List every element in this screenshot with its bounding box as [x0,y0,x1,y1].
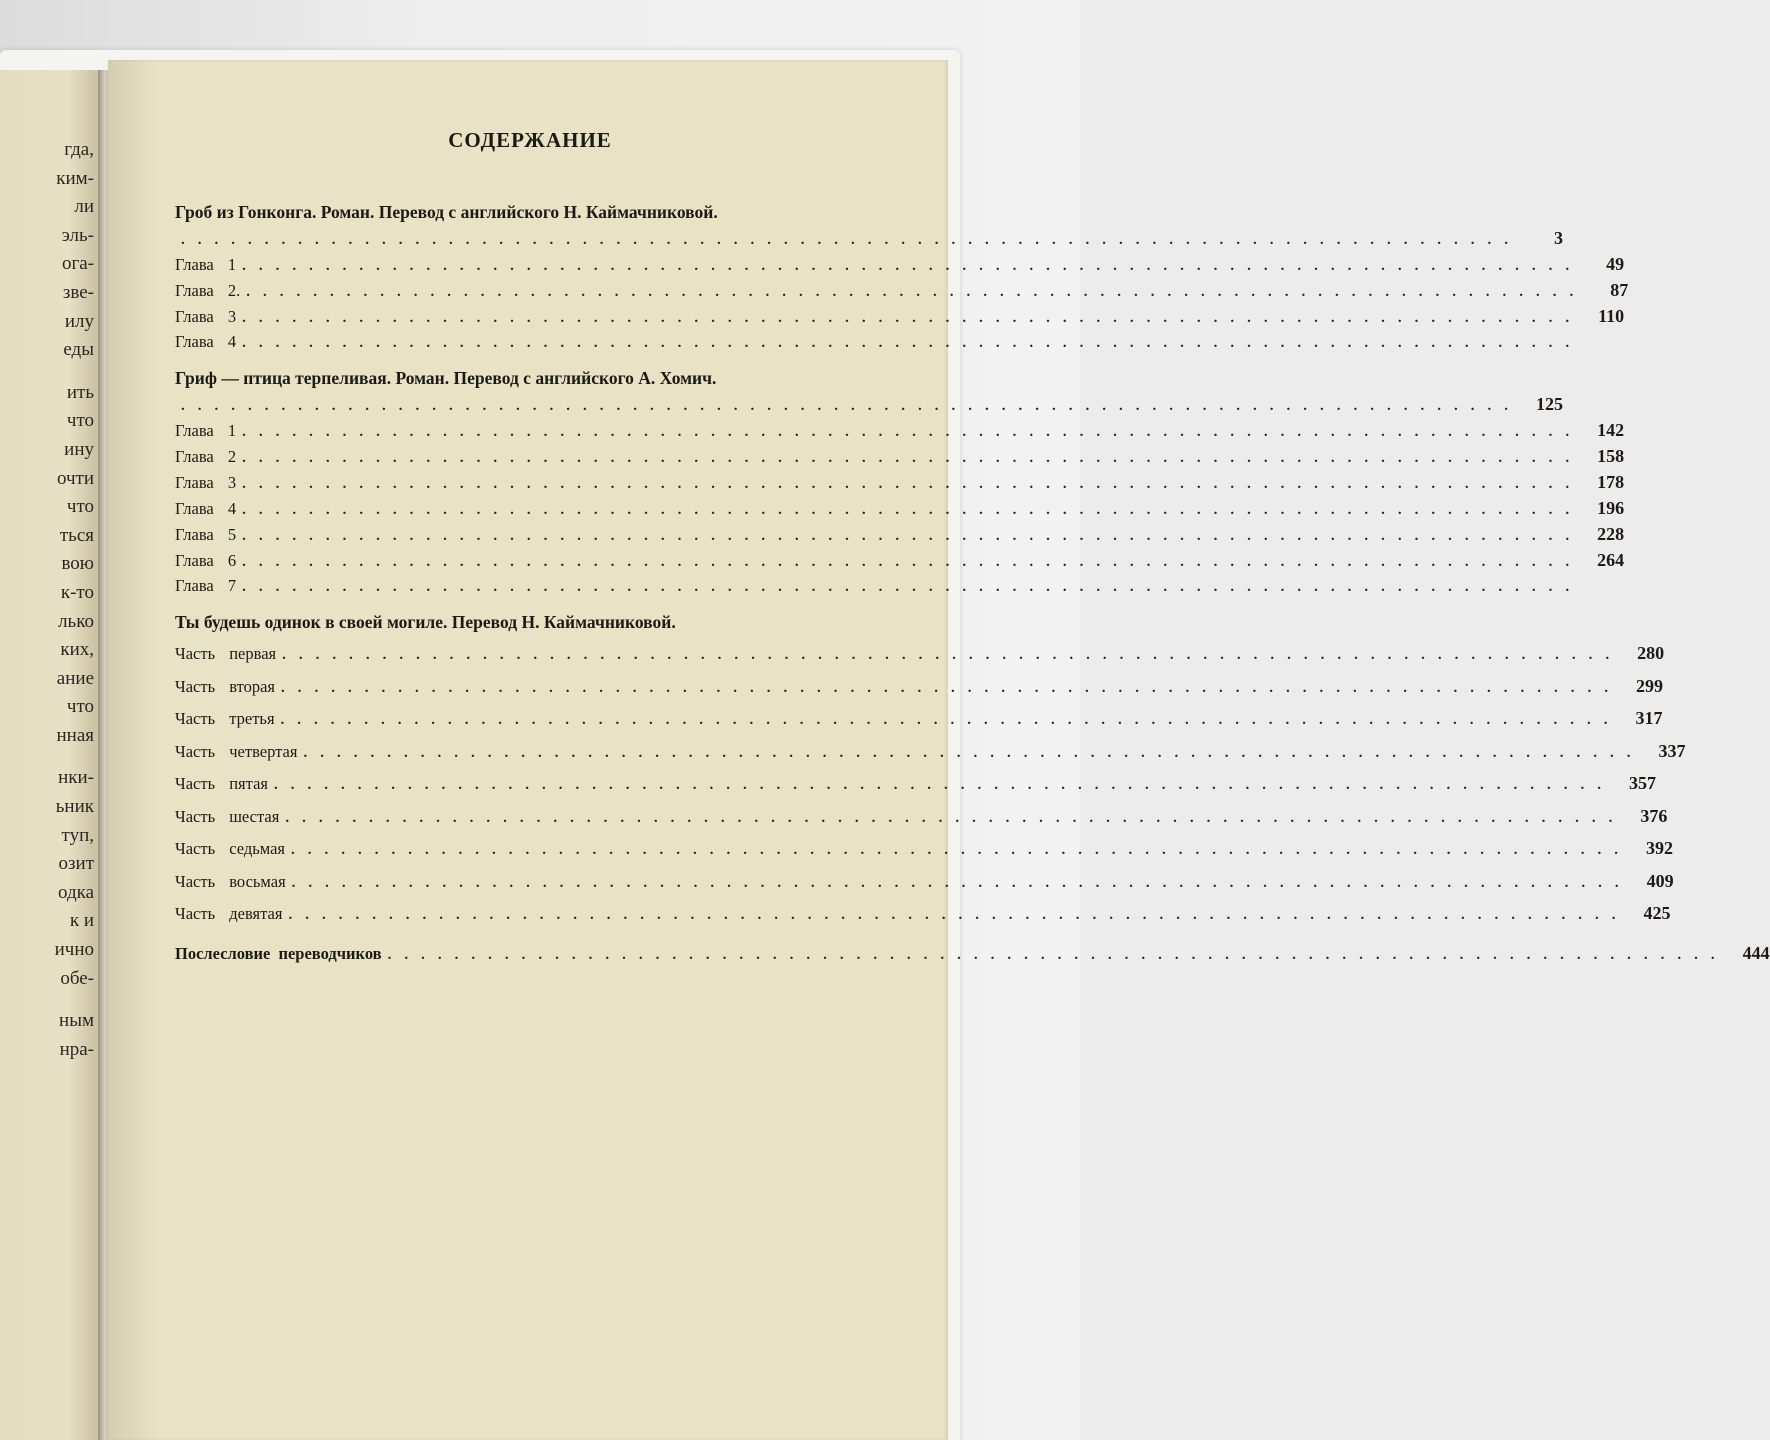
leader-dots: ................................................................................ [303,744,1644,761]
table-of-contents [175,128,1770,976]
page-number: 196 [1597,498,1625,518]
toc-entry [175,637,1665,670]
left-page-line: лько [58,610,94,632]
left-page-line: зве- [62,281,94,303]
toc-section-1 [175,199,1629,355]
left-page-line: ких, [60,639,94,661]
entry-label: Часть восьмая [175,871,286,891]
page-number: 228 [1597,524,1625,544]
left-page-line: ким- [56,167,94,189]
left-page-line: к и [69,910,94,932]
leader-dots: ................................................................................ [242,476,1583,492]
entry-label: Часть вторая [175,676,276,696]
entry-label: Глава 6 [175,551,237,570]
left-page-line [0,993,96,1007]
page-number: 264 [1597,550,1625,570]
leader-dots: ................................................................................ [242,502,1583,518]
toc-afterword [175,940,1770,966]
toc-entry [175,832,1674,865]
left-page-line: ога- [61,253,94,275]
toc-entry [175,547,1625,573]
page-number: 409 [1646,870,1674,891]
left-page-line: очти [56,467,94,489]
toc-entry [175,940,1770,966]
left-page-line: что [66,696,94,718]
left-page-line: туп, [61,824,94,846]
page-number: 142 [1597,420,1625,440]
section-title: Гроб из Гонконга. Роман. Перевод с английского Н. Каймачниковой. [175,202,718,222]
page-number: 317 [1635,708,1663,728]
leader-dots: ................................................................................ [242,258,1583,274]
toc-section-3 [175,609,1686,930]
entry-label: Глава 4 [175,332,237,351]
page-number: 280 [1637,643,1665,663]
entry-label: Часть седьмая [175,839,286,858]
leader-dots: ................................................................................ [242,424,1583,440]
left-page-line: одка [58,881,94,903]
left-page-line: ным [59,1010,94,1032]
page-number: 376 [1640,805,1668,826]
page-number: 392 [1646,838,1674,858]
left-page-line: к-то [60,581,94,603]
entry-label: Глава 3 [175,473,237,492]
entry-label: Глава 4 [175,499,237,518]
section-title: Гриф — птица терпеливая. Роман. Перевод с английского А. Хомич. [175,368,717,388]
left-page-line: ить [66,381,94,403]
toc-entry [175,767,1656,800]
toc-entry [175,417,1625,443]
left-page-line: ться [59,524,94,546]
entry-label: Послесловие переводчиков [175,943,382,963]
left-page-line: нная [56,724,94,746]
left-page-line: ично [54,939,94,961]
toc-entry [175,303,1625,329]
leader-dots: ................................................................................ [242,579,1583,595]
toc-entry [175,469,1625,495]
page-number: 87 [1610,280,1629,300]
toc-entry [175,800,1668,833]
left-page-text [0,136,96,1064]
entry-label: Глава 1 [175,421,237,440]
entry-label: Часть четвертая [175,741,298,761]
toc-entry [175,329,1583,355]
entry-label: Глава 5 [175,525,237,544]
left-page-line: илу [64,310,94,332]
left-page [0,70,98,1440]
page-number: 337 [1658,740,1686,761]
page-number: 444 [1742,942,1770,963]
toc-entry: ................................................................................ 125 [175,391,855,417]
toc-section-2 [175,365,1625,599]
left-page-line: нра- [59,1038,94,1060]
toc-entry [175,735,1686,768]
page-number: 3 [1554,228,1563,248]
toc-entry [175,702,1663,735]
toc-entry [175,670,1664,703]
leader-dots: ................................................................................ [281,679,1622,696]
left-page-line: что [66,410,94,432]
leader-dots: ................................................................................ [387,946,1728,963]
leader-dots: ................................................................................ [273,777,1614,793]
left-page-line: ание [56,667,94,689]
leader-dots: ................................................................................ [242,450,1583,466]
page-number: 49 [1606,254,1625,274]
entry-label: Глава 2. [175,281,241,300]
entry-label: Глава 1 [175,255,237,274]
leader-dots: ................................................................................ [291,842,1632,858]
entry-label: Глава 2 [175,447,237,466]
left-page-line [0,365,96,379]
left-page-line: вою [61,553,94,575]
toc-entry [175,521,1625,547]
entry-label: Часть шестая [175,806,280,826]
leader-dots: ................................................................................ [242,310,1583,326]
page-number: 357 [1628,773,1656,793]
entry-label: Глава 3 [175,307,237,326]
left-page-line: обе- [60,967,94,989]
page-number: 299 [1636,675,1664,696]
entry-label: Часть третья [175,709,275,728]
leader-dots: ................................................................................ [242,554,1583,570]
toc-entry [175,277,1629,303]
left-page-line: ли [74,196,94,218]
toc-entry [175,573,1583,599]
entry-label: Часть первая [175,644,277,663]
page-number: 425 [1643,903,1671,923]
toc-entry [175,443,1625,469]
section-title: Ты будешь одинок в своей могиле. Перевод Н. Каймачниковой. [175,612,676,632]
left-page-line: ину [64,438,94,460]
entry-label: Часть пятая [175,774,268,793]
left-page-line [0,750,96,764]
toc-entry [175,495,1625,521]
leader-dots: ................................................................................ [291,874,1632,891]
left-page-line: гда, [64,139,94,160]
leader-dots: ................................................................................ [242,335,1583,351]
leader-dots: ................................................................................ [288,907,1629,923]
leader-dots: ................................................................................ [280,712,1621,728]
page-number: 110 [1598,306,1625,326]
page-number: 125 [1536,394,1563,414]
entry-label: Часть девятая [175,904,283,923]
entry-label: Глава 7 [175,576,237,595]
left-page-line: озит [58,853,94,875]
left-page-line: ьник [55,796,94,818]
leader-dots: ................................................................................ [242,528,1583,544]
page-number: 178 [1597,472,1625,492]
leader-dots: ................................................................................ [285,809,1626,826]
leader-dots: ................................................................................ [282,647,1623,663]
toc-entry [175,865,1674,898]
left-page-line: еды [63,339,94,361]
toc-entry: ................................................................................ 3 [175,225,855,251]
toc-entry [175,251,1625,277]
left-page-line: нки- [58,767,94,789]
left-page-line: что [66,496,94,518]
leader-dots: ................................................................................ [246,284,1587,300]
toc-entry [175,897,1671,930]
toc-title: СОДЕРЖАНИЕ [448,128,612,152]
page-number: 158 [1597,446,1625,466]
left-page-line: эль- [61,224,94,246]
